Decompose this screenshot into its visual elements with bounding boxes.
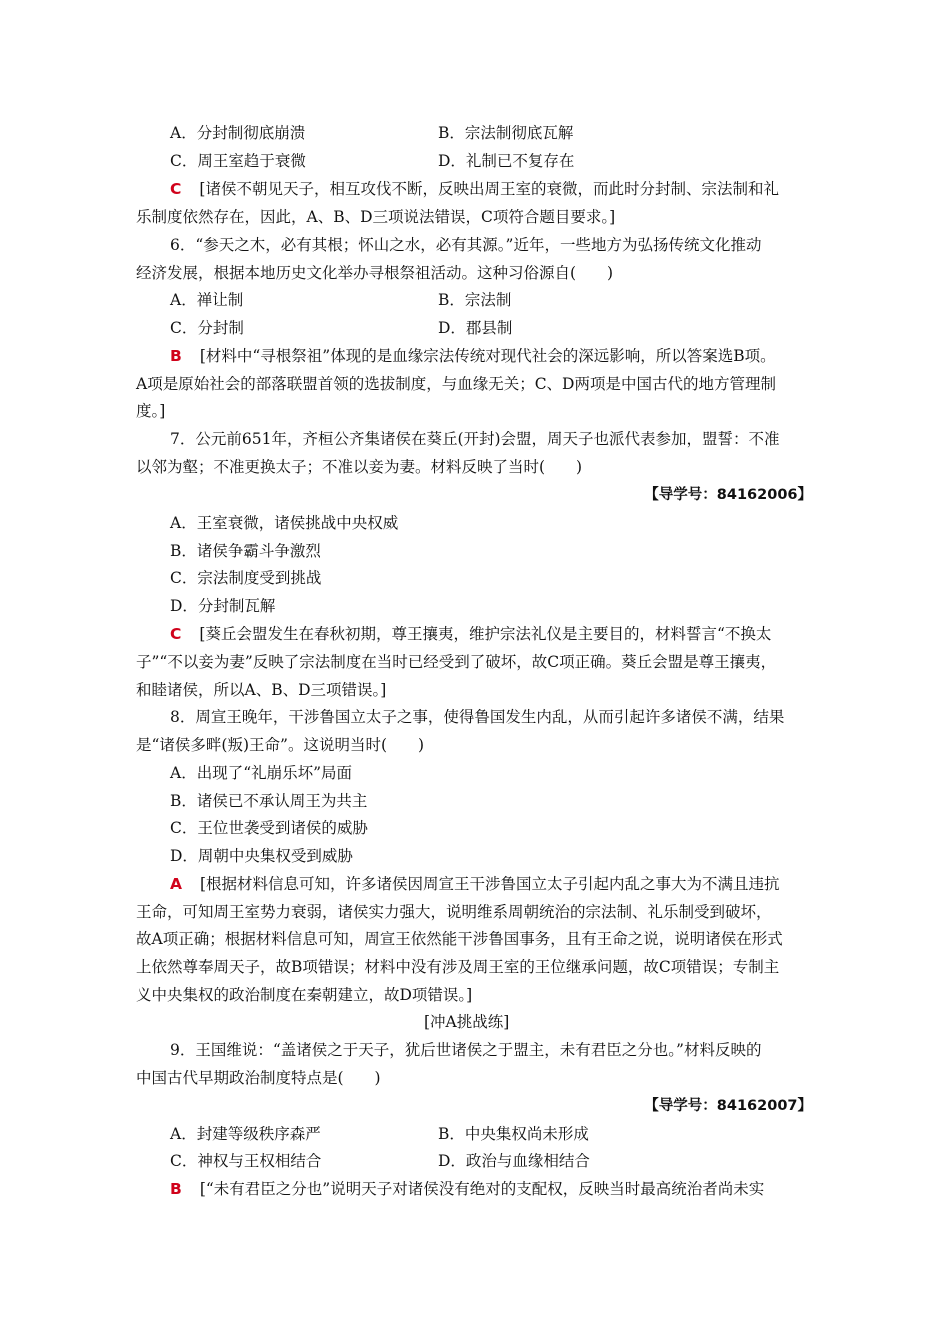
option-a: A．禅让制 (170, 291, 244, 309)
option-c: C．王位世袭受到诸侯的威胁 (170, 819, 368, 837)
explanation-line: 故A项正确；根据材料信息可知，周宣王依然能干涉鲁国事务，且有王命之说，说明诸侯在形式 (136, 930, 783, 948)
answer-explanation: C [葵丘会盟发生在春秋初期，尊王攘夷，维护宗法礼仪是主要目的，材料誓言“不换太 (170, 625, 772, 643)
option-c: C．宗法制度受到挑战 (170, 569, 322, 587)
option-a: A．出现了“礼崩乐坏”局面 (170, 764, 353, 782)
question-7: 7．公元前651年，齐桓公齐集诸侯在葵丘(开封)会盟，周天子也派代表参加，盟誓：不准 (170, 430, 780, 448)
option-b: B．诸侯已不承认周王为共主 (170, 792, 368, 810)
option-d: D．分封制瓦解 (170, 597, 276, 615)
explanation-line: A项是原始社会的部落联盟首领的选拔制度，与血缘无关；C、D两项是中国古代的地方管理制 (136, 375, 776, 393)
answer-explanation: B [“未有君臣之分也”说明天子对诸侯没有绝对的支配权，反映当时最高统治者尚未实 (170, 1180, 765, 1198)
option-b: B．诸侯争霸斗争激烈 (170, 542, 321, 560)
explanation-line: 度。] (136, 402, 166, 420)
question-6: 6．“参天之木，必有其根；怀山之水，必有其源。”近年，一些地方为弘扬传统文化推动 (170, 236, 762, 254)
option-c: C．神权与王权相结合 (170, 1152, 322, 1170)
answer-letter: C (170, 180, 182, 198)
answer-letter: A (170, 875, 182, 893)
explanation-line: 义中央集权的政治制度在秦朝建立，故D项错误。] (136, 986, 473, 1004)
option-d: D．周朝中央集权受到威胁 (170, 847, 353, 865)
option-b: B．宗法制 (438, 291, 512, 309)
question-9-line: 中国古代早期政治制度特点是( ) (136, 1069, 381, 1087)
option-a: A．王室衰微，诸侯挑战中央权威 (170, 514, 399, 532)
question-8: 8．周宣王晚年，干涉鲁国立太子之事，使得鲁国发生内乱，从而引起许多诸侯不满，结果 (170, 708, 785, 726)
explanation-line: 子”“不以妾为妻”反映了宗法制度在当时已经受到了破坏，故C项正确。葵丘会盟是尊王攘夷， (136, 653, 777, 671)
answer-letter: B (170, 347, 182, 365)
option-c: C．分封制 (170, 319, 244, 337)
option-b: B．中央集权尚未形成 (438, 1125, 589, 1143)
explanation-line: 和睦诸侯，所以A、B、D三项错误。] (136, 681, 387, 699)
answer-letter: C (170, 625, 182, 643)
explanation-line: 王命，可知周王室势力衰弱，诸侯实力强大，说明维系周朝统治的宗法制、礼乐制受到破坏， (136, 903, 772, 921)
option-b: B．宗法制彻底瓦解 (438, 124, 574, 142)
option-d: D．礼制已不复存在 (438, 152, 575, 170)
question-8-line: 是“诸侯多畔(叛)王命”。这说明当时( ) (136, 736, 425, 754)
guide-number: 【导学号：84162007】 (644, 1098, 812, 1114)
question-7-line: 以邻为壑；不准更换太子；不准以妾为妻。材料反映了当时( ) (136, 458, 583, 476)
option-d: D．政治与血缘相结合 (438, 1152, 590, 1170)
option-d: D．郡县制 (438, 319, 513, 337)
option-a: A．封建等级秩序森严 (170, 1125, 321, 1143)
answer-explanation: A [根据材料信息可知，许多诸侯因周宣王干涉鲁国立太子引起内乱之事大为不满且违抗 (170, 875, 780, 893)
explanation-line: 上依然尊奉周天子，故B项错误；材料中没有涉及周王室的王位继承问题，故C项错误；专制主 (136, 958, 780, 976)
section-title: [冲A挑战练] (424, 1013, 510, 1031)
answer-letter: B (170, 1180, 182, 1198)
option-a: A．分封制彻底崩溃 (170, 124, 306, 142)
explanation-line: 乐制度依然存在，因此，A、B、D三项说法错误，C项符合题目要求。] (136, 208, 616, 226)
answer-explanation: C [诸侯不朝见天子，相互攻伐不断，反映出周王室的衰微，而此时分封制、宗法制和礼 (170, 180, 779, 198)
question-6-line: 经济发展，根据本地历史文化举办寻根祭祖活动。这种习俗源自( ) (136, 264, 614, 282)
answer-explanation: B [材料中“寻根祭祖”体现的是血缘宗法传统对现代社会的深远影响，所以答案选B项。 (170, 347, 776, 365)
guide-number: 【导学号：84162006】 (644, 487, 812, 503)
question-9: 9．王国维说：“盖诸侯之于天子，犹后世诸侯之于盟主，未有君臣之分也。”材料反映的 (170, 1041, 762, 1059)
option-c: C．周王室趋于衰微 (170, 152, 306, 170)
